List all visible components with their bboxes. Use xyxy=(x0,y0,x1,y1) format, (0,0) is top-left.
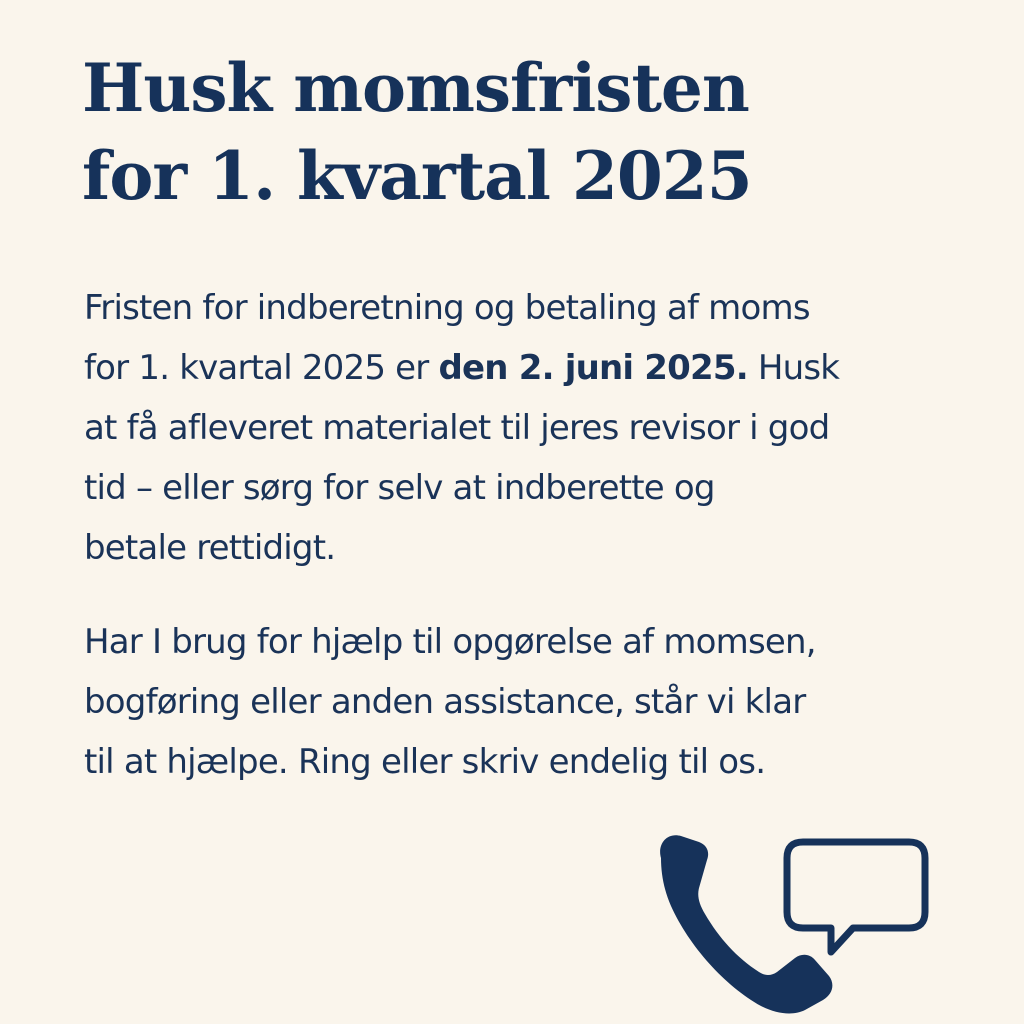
deadline-line-3: at få afleveret materialet til jeres revisor i god xyxy=(84,408,830,448)
deadline-line-2-start: for 1. kvartal 2025 er xyxy=(84,348,439,388)
deadline-line-5: betale rettidigt. xyxy=(84,528,336,568)
deadline-date: den 2. juni 2025. xyxy=(438,348,748,388)
title-line-1: Husk momsfristen xyxy=(82,49,749,127)
deadline-line-2-end: Husk xyxy=(747,348,840,388)
contact-icons xyxy=(655,826,945,1016)
help-line-2: bogføring eller anden assistance, står vi klar xyxy=(84,682,806,722)
deadline-line-1: Fristen for indberetning og betaling af moms xyxy=(84,288,810,328)
chat-bubble-icon xyxy=(787,842,925,952)
title-line-2: for 1. kvartal 2025 xyxy=(82,137,752,215)
page-title xyxy=(82,44,962,220)
help-line-3: til at hjælpe. Ring eller skriv endelig til os. xyxy=(84,742,766,782)
deadline-paragraph xyxy=(84,278,974,578)
phone-icon xyxy=(660,835,832,1013)
help-line-1: Har I brug for hjælp til opgørelse af momsen, xyxy=(84,622,816,662)
deadline-line-4: tid – eller sørg for selv at indberette og xyxy=(84,468,715,508)
help-paragraph xyxy=(84,612,974,792)
deadline-line-2 xyxy=(84,338,974,398)
